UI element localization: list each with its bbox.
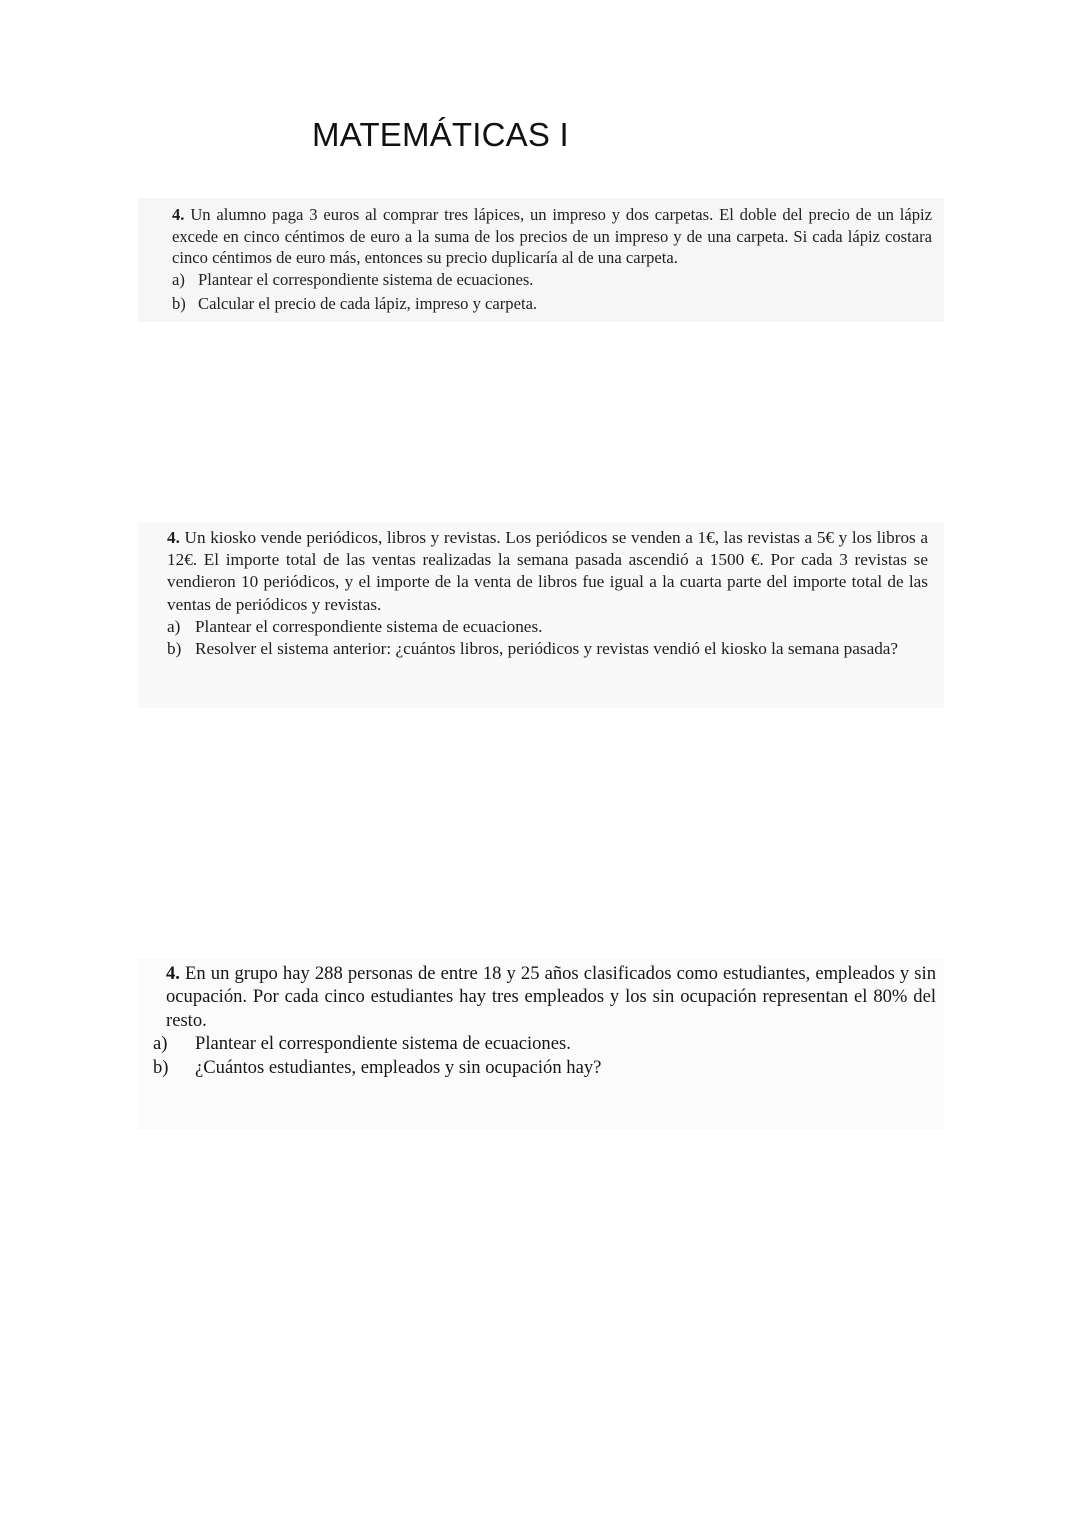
subquestion-label: b): [153, 1056, 169, 1078]
subquestion-list: [172, 269, 932, 315]
problem-number: 4.: [167, 528, 180, 547]
subquestion-b: [167, 638, 928, 660]
statement-text: Un alumno paga 3 euros al comprar tres lápices, un impreso y dos carpetas. El doble del precio de un lápiz excede en cinco céntimos de euro a la suma de los precios de un impreso y de una carpeta. Si cada lápiz costara cinco céntimos de euro más, entonces su precio duplicaría al de una carpeta.: [172, 205, 932, 267]
problem-2: [138, 522, 944, 708]
subquestion-label: a): [167, 616, 181, 636]
subquestion-a: [172, 269, 932, 291]
subquestion-list: [167, 616, 928, 660]
subquestion-text: Plantear el correspondiente sistema de ecuaciones.: [195, 616, 543, 636]
subquestion-label: a): [172, 269, 185, 289]
subquestion-text: Plantear el correspondiente sistema de ecuaciones.: [195, 1033, 571, 1055]
subquestion-text: Calcular el precio de cada lápiz, impreso y carpeta.: [198, 294, 538, 313]
subquestion-b: [172, 293, 932, 315]
problem-3: [138, 958, 944, 1130]
statement-text: En un grupo hay 288 personas de entre 18 y 25 años clasificados como estudiantes, empleados y sin ocupación. Por cada cinco estudiantes hay tres empleados y los sin ocupación representan el 80% del resto.: [166, 963, 937, 1031]
problem-number: 4.: [166, 963, 180, 984]
subquestion-label: a): [153, 1033, 168, 1055]
subquestion-b: [153, 1056, 936, 1079]
subquestion-a: [167, 616, 928, 638]
problem-statement: [166, 962, 936, 1032]
subquestion-text: Resolver el sistema anterior: ¿cuántos libros, periódicos y revistas vendió el kiosko la semana pasada?: [195, 639, 899, 659]
subquestion-a: [153, 1032, 936, 1055]
problem-1: [138, 198, 944, 322]
problem-statement: [172, 204, 932, 269]
subquestion-text: Plantear el correspondiente sistema de ecuaciones.: [198, 269, 534, 289]
subquestion-list: [153, 1032, 936, 1079]
page-title: MATEMÁTICAS I: [312, 116, 569, 153]
subquestion-text: ¿Cuántos estudiantes, empleados y sin ocupación hay?: [195, 1056, 602, 1078]
subquestion-label: b): [167, 639, 182, 659]
subquestion-label: b): [172, 294, 186, 313]
problem-statement: [167, 527, 928, 616]
statement-text: Un kiosko vende periódicos, libros y revistas. Los periódicos se venden a 1€, las revistas a 5€ y los libros a 12€. El importe total de las ventas realizadas la semana pasada ascendió a 1500 €. Por cada 3 revistas se vendieron 10 periódicos, y el importe de la venta de libros fue igual a la cuarta parte del importe total de las ventas de periódicos y revistas.: [167, 528, 929, 614]
problem-number: 4.: [172, 205, 185, 224]
